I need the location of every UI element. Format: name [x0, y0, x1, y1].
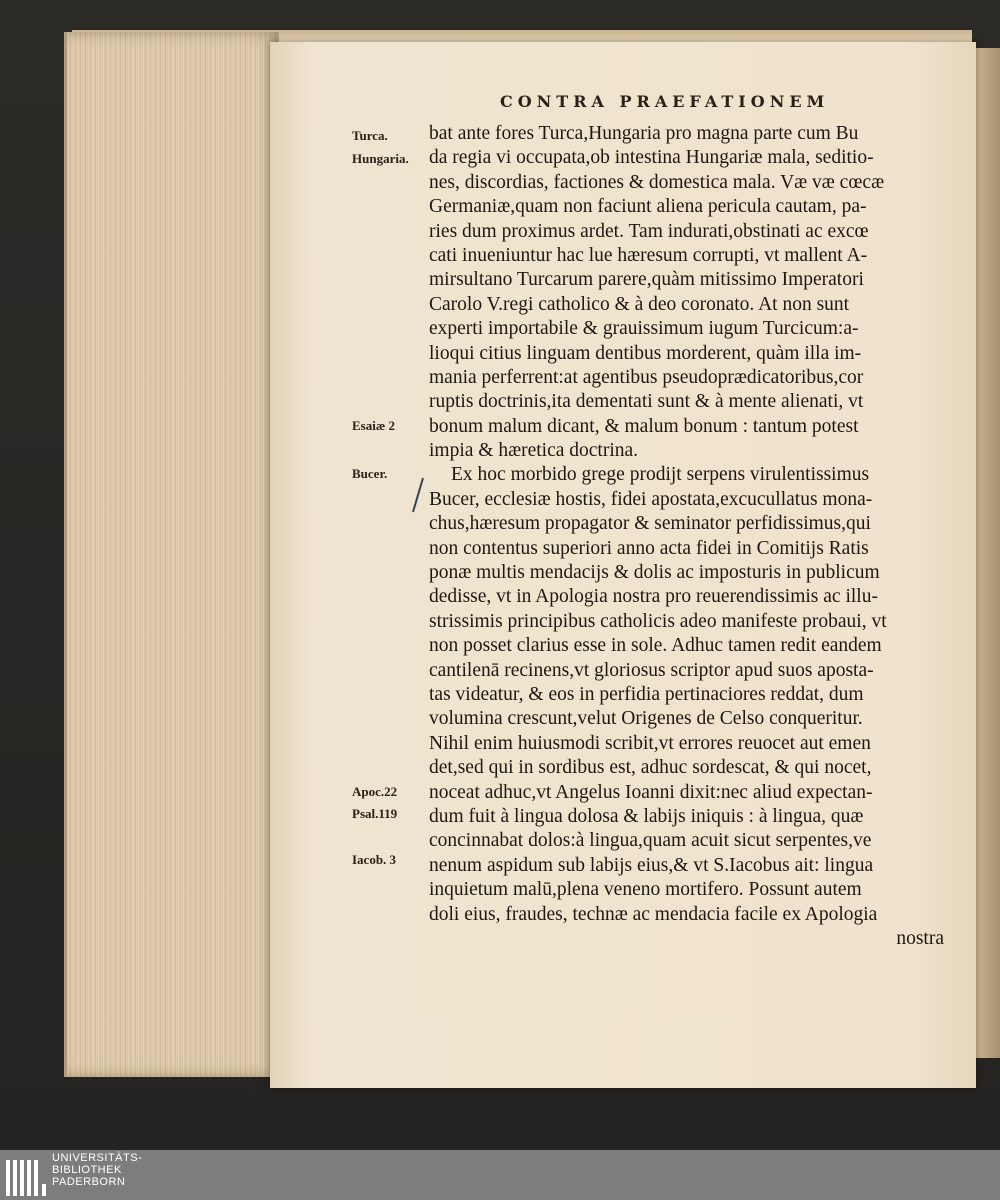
- facing-page-edge: [972, 48, 1000, 1058]
- text-line: mania perferrent:at agentibus pseudoprædicatoribus,cor: [429, 366, 864, 388]
- catchword: nostra: [896, 927, 944, 949]
- text-line: non posset clarius esse in sole. Adhuc tamen redit eandem: [429, 635, 882, 657]
- page-stack-edge: [64, 32, 279, 1077]
- text-line: bat ante fores Turca,Hungaria pro magna parte cum Bu: [429, 123, 859, 144]
- text-line: nes, discordias, factiones & domestica mala. Væ væ cœcæ: [429, 171, 885, 193]
- text-line: strissimis principibus catholicis adeo manifeste probaui, vt: [429, 610, 887, 632]
- text-line: Carolo V.regi catholico & à deo coronato. At non sunt: [429, 293, 850, 315]
- text-line: doli eius, fraudes, technæ ac mendacia facile ex Apologia: [429, 903, 878, 925]
- text-line: concinnabat dolos:à lingua,quam acuit sicut serpentes,ve: [429, 830, 872, 852]
- library-name-line: BIBLIOTHEK: [52, 1164, 122, 1176]
- text-line: dedisse, vt in Apologia nostra pro reuerendissimis ac illu-: [429, 586, 878, 608]
- margin-note-bucer: Bucer.: [352, 466, 388, 481]
- text-line: cantilenā recinens,vt gloriosus scriptor apud suos aposta-: [429, 659, 874, 681]
- text-line: cati inueniuntur hac lue hæresum corrupti, vt mallent A-: [429, 244, 868, 266]
- body-text: [429, 122, 944, 951]
- text-line: ponæ multis mendacijs & dolis ac imposturis in publicum: [429, 562, 880, 584]
- text-line: inquietum malū,plena veneno mortifero. Possunt autem: [429, 879, 862, 901]
- text-line: Germaniæ,quam non faciunt aliena pericula cautam, pa-: [429, 196, 867, 218]
- library-name-line: UNIVERSITÄTS-: [52, 1152, 143, 1164]
- text-line: det,sed qui in sordibus est, adhuc sordescat, & qui nocet,: [429, 757, 872, 779]
- running-head: CONTRA PRAEFATIONEM: [500, 92, 830, 111]
- text-line: da regia vi occupata,ob intestina Hungariæ mala, seditio-: [429, 147, 874, 169]
- margin-note-iacob: Iacob. 3: [352, 852, 397, 867]
- text-line: impia & hæretica doctrina.: [429, 440, 639, 462]
- margin-note-hungaria: Hungaria.: [352, 151, 409, 166]
- text-line: ruptis doctrinis,ita dementati sunt & à mente alienati, vt: [429, 391, 864, 413]
- margin-note-apoc: Apoc.22: [352, 784, 398, 799]
- margin-note-psal: Psal.119: [352, 806, 398, 821]
- text-line: nenum aspidum sub labijs eius,& vt S.Iacobus ait: lingua: [429, 854, 874, 876]
- text-line: mirsultano Turcarum parere,quàm mitissimo Imperatori: [429, 269, 864, 291]
- text-line: Bucer, ecclesiæ hostis, fidei apostata,excucullatus mona-: [429, 488, 873, 510]
- text-line: Nihil enim huiusmodi scribit,vt errores reuocet aut emen: [429, 732, 871, 754]
- library-name: [52, 1152, 142, 1188]
- text-line: ries dum proximus ardet. Tam indurati,obstinati ac excœ: [429, 220, 869, 242]
- text-line: noceat adhuc,vt Angelus Ioanni dixit:nec aliud expectan-: [429, 781, 873, 803]
- text-line: chus,hæresum propagator & seminator perfidissimus,qui: [429, 513, 871, 535]
- margin-note-turca: Turca.: [352, 128, 388, 143]
- text-line: dum fuit à lingua dolosa & labijs iniquis : à lingua, quæ: [429, 805, 864, 827]
- text-line: volumina crescunt,velut Origenes de Celso conqueritur.: [429, 708, 863, 730]
- text-line: lioqui citius linguam dentibus morderent, quàm illa im-: [429, 342, 862, 364]
- text-line: Ex hoc morbido grege prodijt serpens virulentissimus: [451, 464, 870, 486]
- margin-note-esaiae: Esaiæ 2: [352, 418, 395, 433]
- library-footer: [0, 1150, 1000, 1200]
- library-name-line: PADERBORN: [52, 1176, 126, 1188]
- text-line: experti importabile & grauissimum iugum Turcicum:a-: [429, 318, 859, 340]
- ink-pen-mark: [408, 476, 428, 516]
- text-line: bonum malum dicant, & malum bonum : tantum potest: [429, 415, 859, 437]
- text-line: non contentus superiori anno acta fidei in Comitijs Ratis: [429, 537, 869, 559]
- library-logo-icon: [4, 1154, 48, 1198]
- text-line: tas videatur, & eos in perfidia pertinaciores reddat, dum: [429, 683, 864, 705]
